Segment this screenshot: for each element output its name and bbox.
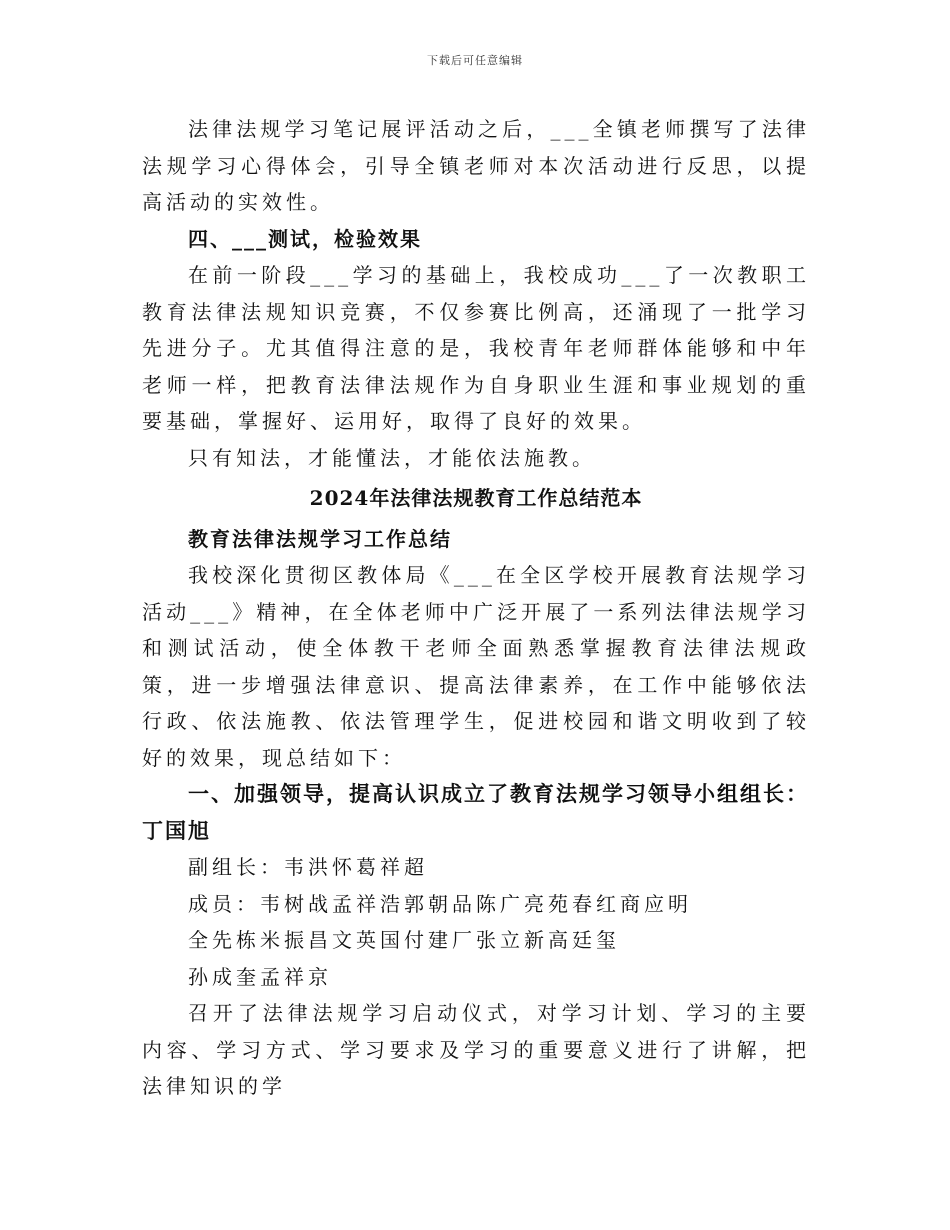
- paragraph-notes-review: 法律法规学习笔记展评活动之后，___全镇老师撰写了法律法规学习心得体会，引导全镇老师对本次活动进行反思，以提高活动的实效性。: [142, 117, 810, 214]
- paragraph-know-law: 只有知法，才能懂法，才能依法施教。: [188, 445, 596, 470]
- page-header: 下载后可任意编辑: [427, 54, 523, 67]
- section-heading-test: 四、___测试，检验效果: [188, 226, 422, 251]
- members-line-1: 成员：韦树战孟祥浩郭朝品陈广亮苑春红商应明: [188, 891, 692, 916]
- paragraph-launch-ceremony: 召开了法律法规学习启动仪式，对学习计划、学习的主要内容、学习方式、学习要求及学习的重要意义进行了讲解，把法律知识的学: [142, 1001, 810, 1098]
- members-line-3: 孙成奎孟祥京: [188, 964, 332, 989]
- paragraph-competition: 在前一阶段___学习的基础上，我校成功___了一次教职工教育法律法规知识竞赛，不仅参赛比例高，还涌现了一批学习先进分子。尤其值得注意的是，我校青年老师群体能够和中年老师一样，把教育法律法规作为自身职业生涯和事业规划的重要基础，掌握好、运用好，取得了良好的效果。: [142, 263, 810, 433]
- document-subtitle: 教育法律法规学习工作总结: [188, 526, 452, 551]
- document-body: [142, 111, 810, 1105]
- deputy-leaders-line: 副组长：韦洪怀葛祥超: [188, 855, 428, 879]
- section-heading-leadership: 一、加强领导，提高认识成立了教育法规学习领导小组组长：丁国旭: [142, 781, 809, 843]
- document-title: 2024年法律法规教育工作总结范本: [309, 486, 643, 510]
- members-line-2: 全先栋米振昌文英国付建厂张立新高廷玺: [188, 928, 620, 952]
- paragraph-intro: 我校深化贯彻区教体局《___在全区学校开展教育法规学习活动___》精神，在全体老师中广泛开展了一系列法律法规学习和测试活动，使全体教干老师全面熟悉掌握教育法律法规政策，进一步增强法律意识、提高法律素养，在工作中能够依法行政、依法施教、依法管理学生，促进校园和谐文明收到了较好的效果，现总结如下：: [142, 563, 810, 770]
